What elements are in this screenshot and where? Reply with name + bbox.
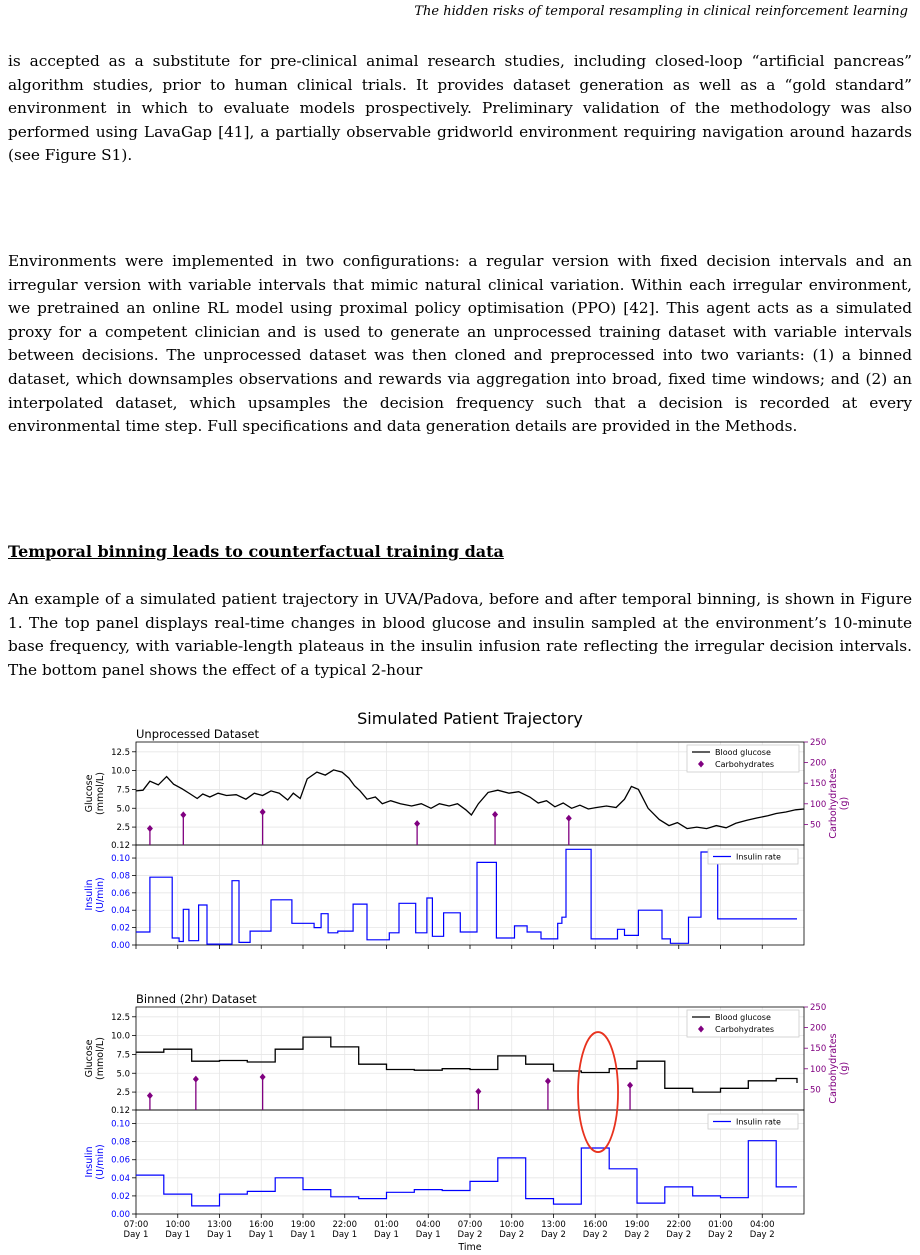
x-tick-day: Day 2 — [457, 1230, 483, 1240]
insulin-tick-label: 0.10 — [111, 1119, 130, 1130]
insulin-tick-label: 0.06 — [111, 888, 130, 899]
x-tick-day: Day 1 — [332, 1230, 358, 1240]
x-tick-time: 16:00 — [249, 1220, 274, 1230]
glucose-axis-label: (mmol/L) — [95, 1037, 106, 1080]
x-tick-time: 13:00 — [541, 1220, 566, 1230]
x-tick-day: Day 1 — [165, 1230, 191, 1240]
carb-marker — [627, 1082, 633, 1089]
insulin-tick-label: 0.08 — [111, 1137, 130, 1148]
x-tick-time: 22:00 — [332, 1220, 357, 1230]
carb-marker — [147, 825, 153, 832]
glucose-tick-label: 10.0 — [111, 766, 130, 777]
x-tick-day: Day 2 — [666, 1230, 692, 1240]
glucose-tick-label: 0.12 — [111, 1106, 130, 1116]
insulin-tick-label: 0.00 — [111, 941, 130, 951]
carb-marker — [566, 815, 572, 822]
glucose-tick-label: 7.5 — [116, 785, 130, 796]
legend-glucose-label: Blood glucose — [715, 1013, 771, 1022]
carb-marker — [147, 1092, 153, 1099]
x-tick-day: Day 2 — [541, 1230, 566, 1240]
x-tick-day: Day 2 — [624, 1230, 650, 1240]
x-tick-time: 07:00 — [457, 1220, 483, 1230]
insulin-axis-label: (U/min) — [95, 1144, 106, 1180]
glucose-axis-label: (mmol/L) — [95, 772, 106, 815]
x-tick-time: 04:00 — [750, 1220, 775, 1230]
insulin-tick-label: 0.06 — [111, 1155, 130, 1166]
legend-carb-label: Carbohydrates — [715, 760, 775, 769]
carb-marker — [260, 809, 266, 816]
glucose-axis-label: Glucose — [84, 774, 95, 813]
insulin-tick-label: 0.04 — [111, 906, 130, 917]
insulin-axis-label: Insulin — [84, 879, 95, 911]
carb-tick-label: 50 — [810, 1085, 821, 1096]
x-tick-day: Day 2 — [749, 1230, 775, 1240]
x-tick-time: 01:00 — [374, 1220, 399, 1230]
x-tick-day: Day 2 — [708, 1230, 733, 1240]
glucose-tick-label: 10.0 — [111, 1031, 130, 1042]
x-tick-time: 13:00 — [207, 1220, 232, 1230]
x-tick-day: Day 2 — [499, 1230, 525, 1240]
panel-title: Binned (2hr) Dataset — [136, 992, 257, 1006]
carb-axis-label: Carbohydrates — [828, 768, 839, 839]
x-tick-time: 07:00 — [123, 1220, 149, 1230]
carb-marker — [545, 1078, 551, 1085]
x-tick-time: 19:00 — [624, 1220, 650, 1230]
carb-tick-label: 100 — [810, 799, 827, 810]
section-heading: Temporal binning leads to counterfactual training data — [8, 542, 504, 561]
patient-trajectory-figure — [80, 705, 850, 1255]
glucose-axis-label: Glucose — [84, 1039, 95, 1078]
running-header: The hidden risks of temporal resampling in clinical reinforcement learning — [414, 4, 908, 19]
carb-marker — [180, 811, 186, 818]
carb-tick-label: 150 — [810, 1044, 827, 1055]
x-tick-day: Day 1 — [415, 1230, 441, 1240]
x-tick-day: Day 1 — [248, 1230, 274, 1240]
x-tick-time: 10:00 — [165, 1220, 190, 1230]
carb-tick-label: 150 — [810, 779, 827, 790]
glucose-tick-label: 0.12 — [111, 841, 130, 851]
carb-tick-label: 250 — [810, 738, 827, 748]
x-tick-day: Day 1 — [374, 1230, 399, 1240]
paragraph-1: is accepted as a substitute for pre-clinical animal research studies, including closed-loop “artificial pancreas” algorithm studies, prior to human clinical trials. It provides dataset generation as well as a “gold standard” environment in which to evaluate models prospectively. Preliminary validation of the methodology was also performed using LavaGap [41], a partially observable gridworld environment requiring navigation around hazards (see Figure S1). — [8, 52, 912, 165]
x-tick-time: 16:00 — [583, 1220, 608, 1230]
insulin-axis-label: (U/min) — [95, 877, 106, 913]
legend-insulin-label: Insulin rate — [736, 852, 781, 862]
carb-axis-label: Carbohydrates — [828, 1033, 839, 1104]
x-tick-time: 01:00 — [708, 1220, 733, 1230]
x-tick-day: Day 2 — [582, 1230, 608, 1240]
insulin-rate-line — [136, 849, 797, 944]
glucose-tick-label: 2.5 — [116, 1088, 130, 1099]
blood-glucose-line — [136, 1037, 797, 1092]
carb-axis-label: (g) — [839, 796, 850, 811]
x-tick-time: 04:00 — [416, 1220, 441, 1230]
carb-marker — [492, 811, 498, 818]
paragraph-2: Environments were implemented in two configurations: a regular version with fixed decision intervals and an irregular version with variable intervals that mimic natural clinical variation. Within each irregular environment, we pretrained an online RL model using proximal policy optimisation (PPO) [42]. This agent acts as a simulated proxy for a competent clinician and is used to generate an unprocessed training dataset with variable intervals between decisions. The unprocessed dataset was then cloned and preprocessed into two variants: (1) a binned dataset, which downsamples observations and rewards via aggregation into broad, fixed time windows; and (2) an interpolated dataset, which upsamples the decision frequency such that a decision is recorded at every environmental time step. Full specifications and data generation details are provided in the Methods. — [8, 252, 912, 436]
carb-tick-label: 100 — [810, 1064, 827, 1075]
glucose-tick-label: 5.0 — [116, 1069, 130, 1080]
legend-insulin-label: Insulin rate — [736, 1117, 781, 1127]
insulin-tick-label: 0.02 — [111, 923, 130, 934]
carb-marker — [414, 820, 420, 827]
x-tick-time: 19:00 — [290, 1220, 316, 1230]
glucose-tick-label: 12.5 — [111, 747, 130, 758]
legend-glucose-label: Blood glucose — [715, 748, 771, 757]
panel-title: Unprocessed Dataset — [136, 727, 259, 741]
carb-axis-label: (g) — [839, 1061, 850, 1076]
x-tick-day: Day 1 — [123, 1230, 149, 1240]
legend-carb-label: Carbohydrates — [715, 1025, 775, 1034]
carb-marker — [193, 1076, 199, 1083]
glucose-tick-label: 2.5 — [116, 823, 130, 834]
insulin-tick-label: 0.04 — [111, 1173, 130, 1184]
glucose-tick-label: 12.5 — [111, 1012, 130, 1023]
carb-tick-label: 200 — [810, 758, 827, 769]
insulin-tick-label: 0.02 — [111, 1191, 130, 1202]
figure-title: Simulated Patient Trajectory — [357, 709, 583, 728]
x-tick-day: Day 1 — [207, 1230, 232, 1240]
x-tick-time: 22:00 — [666, 1220, 691, 1230]
insulin-tick-label: 0.10 — [111, 854, 130, 865]
x-tick-time: 10:00 — [499, 1220, 524, 1230]
carb-tick-label: 50 — [810, 820, 821, 831]
insulin-tick-label: 0.00 — [111, 1210, 130, 1220]
carb-marker — [260, 1074, 266, 1081]
carb-marker — [475, 1088, 481, 1095]
carb-tick-label: 250 — [810, 1003, 827, 1013]
x-tick-day: Day 1 — [290, 1230, 316, 1240]
glucose-tick-label: 5.0 — [116, 804, 130, 815]
paragraph-3: An example of a simulated patient trajectory in UVA/Padova, before and after temporal binning, is shown in Figure 1. The top panel displays real-time changes in blood glucose and insulin sampled at the environment’s 10-minute base frequency, with variable-length plateaus in the insulin infusion rate reflecting the irregular decision intervals. The bottom panel shows the effect of a typical 2-hour — [8, 590, 912, 679]
insulin-axis-label: Insulin — [84, 1146, 95, 1178]
insulin-tick-label: 0.08 — [111, 871, 130, 882]
glucose-tick-label: 7.5 — [116, 1050, 130, 1061]
carb-tick-label: 200 — [810, 1023, 827, 1034]
x-axis-label: Time — [458, 1242, 482, 1253]
